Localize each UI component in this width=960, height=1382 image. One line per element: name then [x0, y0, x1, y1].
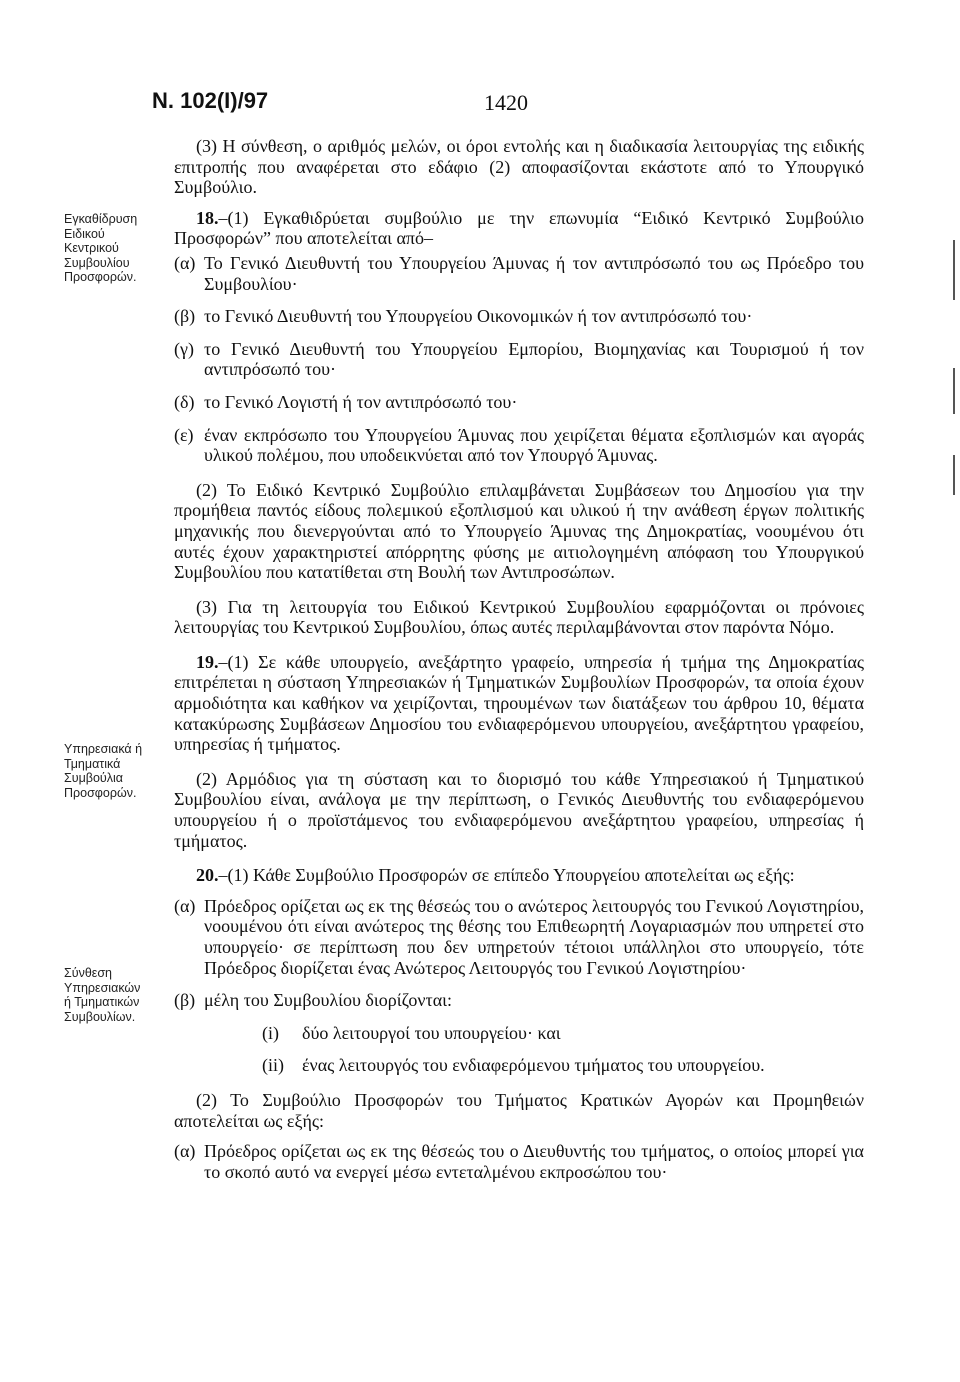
main-text [174, 136, 864, 1182]
section-20-number: 20. [196, 865, 219, 886]
scan-mark-line [953, 368, 955, 414]
list-item: (β) μέλη του Συμβουλίου διορίζονται: [174, 990, 453, 1011]
list-item: (α) Πρόεδρος ορίζεται ως εκ της θέσεώς του ο ανώτερος λειτουργός του Γενικού Λογιστηρίου, νοουμένου ότι είναι ανώτερος της θέσης του Επιθεωρητή Λογαριασμών που υπηρετεί στο υπουργείο· σε περίπτωση που δεν υπηρετούν τέτοιοι υπάλληλοι στο υπουργείο, τότε Πρόεδρος διορίζεται ένας Ανώτερος Λειτουργός του Γενικού Λογιστηρίου· [174, 895, 864, 978]
section-18-subsection-2: (2) Το Ειδικό Κεντρικό Συμβούλιο επιλαμβάνεται Συμβάσεων του Δημοσίου για την προμήθεια παντός είδους πολεμικού εξοπλισμού και υλικού ή την ανάθεση έργων πολιτικής μηχανικής που διενεργούνται από το Υπουργείο Άμυνας της Δημοκρατίας, νοουμένου ότι αυτές έχουν χαρακτηριστεί απόρρητης φύσης με αιτιολογημένη απόφαση του Υπουργικού Συμβουλίου που κατατίθεται στη Βουλή των Αντιπροσώπων. [174, 479, 864, 583]
list-item: (α) Το Γενικό Διευθυντή του Υπουργείου Άμυνας ή τον αντιπρόσωπό του ως Πρόεδρο του Συμβουλίου· [174, 252, 864, 294]
section-20-subsection-2: (2) Το Συμβούλιο Προσφορών του Τμήματος Κρατικών Αγορών και Προμηθειών αποτελείται ως εξής: [174, 1089, 864, 1131]
section-19-subsection-2: (2) Αρμόδιος για τη σύσταση και το διορισμό του κάθε Υπηρεσιακού ή Τμηματικού Συμβουλίου είναι, ανάλογα με την περίπτωση, ο Γενικός Διευθυντής του ενδιαφερόμενου υπουργείου ή ο προϊστάμενος του ενδιαφερόμενου ανεξάρτητου γραφείου, υπηρεσίας ή τμήματος. [174, 768, 864, 851]
section-19-number: 19. [196, 651, 219, 672]
list-item: (α) Πρόεδρος ορίζεται ως εκ της θέσεώς του ο Διευθυντής του τμήματος, ο οποίος μπορεί για το σκοπό αυτό να ενεργεί μέσω εντεταλμένου εκπροσώπου του· [174, 1141, 864, 1182]
list-item: (ε) έναν εκπρόσωπο του Υπουργείου Άμυνας που χειρίζεται θέματα εξοπλισμών και αγοράς υλικού πολέμου, που υποδεικνύεται από τον Υπουργό Άμυνας. [174, 424, 864, 466]
sub-list-item: (i) δύο λειτουργοί του υπουργείου· και [262, 1022, 561, 1043]
sub-list-item: (ii) ένας λειτουργός του ενδιαφερόμενου τμήματος του υπουργείου. [262, 1055, 765, 1076]
section-18-subsection-1: 18.–(1) Εγκαθιδρύεται συμβούλιο με την επωνυμία “Ειδικό Κεντρικό Συμβούλιο Προσφορών” που αποτελείται από– [174, 207, 864, 249]
list-item: (β) το Γενικό Διευθυντή του Υπουργείου Οικονομικών ή τον αντιπρόσωπό του· [174, 306, 753, 327]
list-item: (γ) το Γενικό Διευθυντή του Υπουργείου Εμπορίου, Βιομηχανίας και Τουρισμού ή τον αντιπρόσωπό του· [174, 338, 864, 380]
section-18-number: 18. [196, 207, 219, 228]
list-item: (δ) το Γενικό Λογιστή ή τον αντιπρόσωπό του· [174, 391, 518, 412]
margin-note-departmental-boards: Υπηρεσιακά ή Τμηματικά Συμβούλια Προσφορών. [64, 742, 143, 800]
margin-note-composition: Σύνθεση Υπηρεσιακών ή Τμηματικών Συμβουλίων. [64, 966, 141, 1024]
scan-mark-line [953, 455, 955, 495]
margin-note-establishment: Εγκαθίδρυση Ειδικού Κεντρικού Συμβουλίου Προσφορών. [64, 212, 138, 284]
section-20-subsection-1: 20.–(1) Κάθε Συμβούλιο Προσφορών σε επίπεδο Υπουργείου αποτελείται ως εξής: [196, 865, 795, 886]
section-19-subsection-1: 19.–(1) Σε κάθε υπουργείο, ανεξάρτητο γραφείο, υπηρεσία ή τμήμα της Δημοκρατίας επιτρέπεται η σύσταση Υπηρεσιακών ή Τμηματικών Συμβουλίων Προσφορών, τα οποία έχουν αρμοδιότητα και καθήκον να χειρίζονται, τηρουμένων των διατάξεων του άρθρου 10, θέματα κατακύρωσης Συμβάσεων Δημοσίου του ενδιαφερόμενου υπουργείου, ανεξάρτητου γραφείου, υπηρεσίας ή τμήματος. [174, 651, 864, 755]
page-number: 1420 [484, 90, 528, 115]
section-17-subsection-3: (3) Η σύνθεση, ο αριθμός μελών, οι όροι εντολής και η διαδικασία λειτουργίας της ειδικής επιτροπής που αναφέρεται στο εδάφιο (2) αποφασίζονται εκάστοτε από το Υπουργικό Συμβούλιο. [174, 136, 864, 198]
section-18-subsection-3: (3) Για τη λειτουργία του Ειδικού Κεντρικού Συμβουλίου εφαρμόζονται οι πρόνοιες λειτουργίας του Κεντρικού Συμβουλίου, όπως αυτές περιλαμβάνονται στον παρόντα Νόμο. [174, 596, 864, 638]
scan-mark-line [953, 240, 955, 300]
law-number: N. 102(I)/97 [152, 88, 269, 113]
